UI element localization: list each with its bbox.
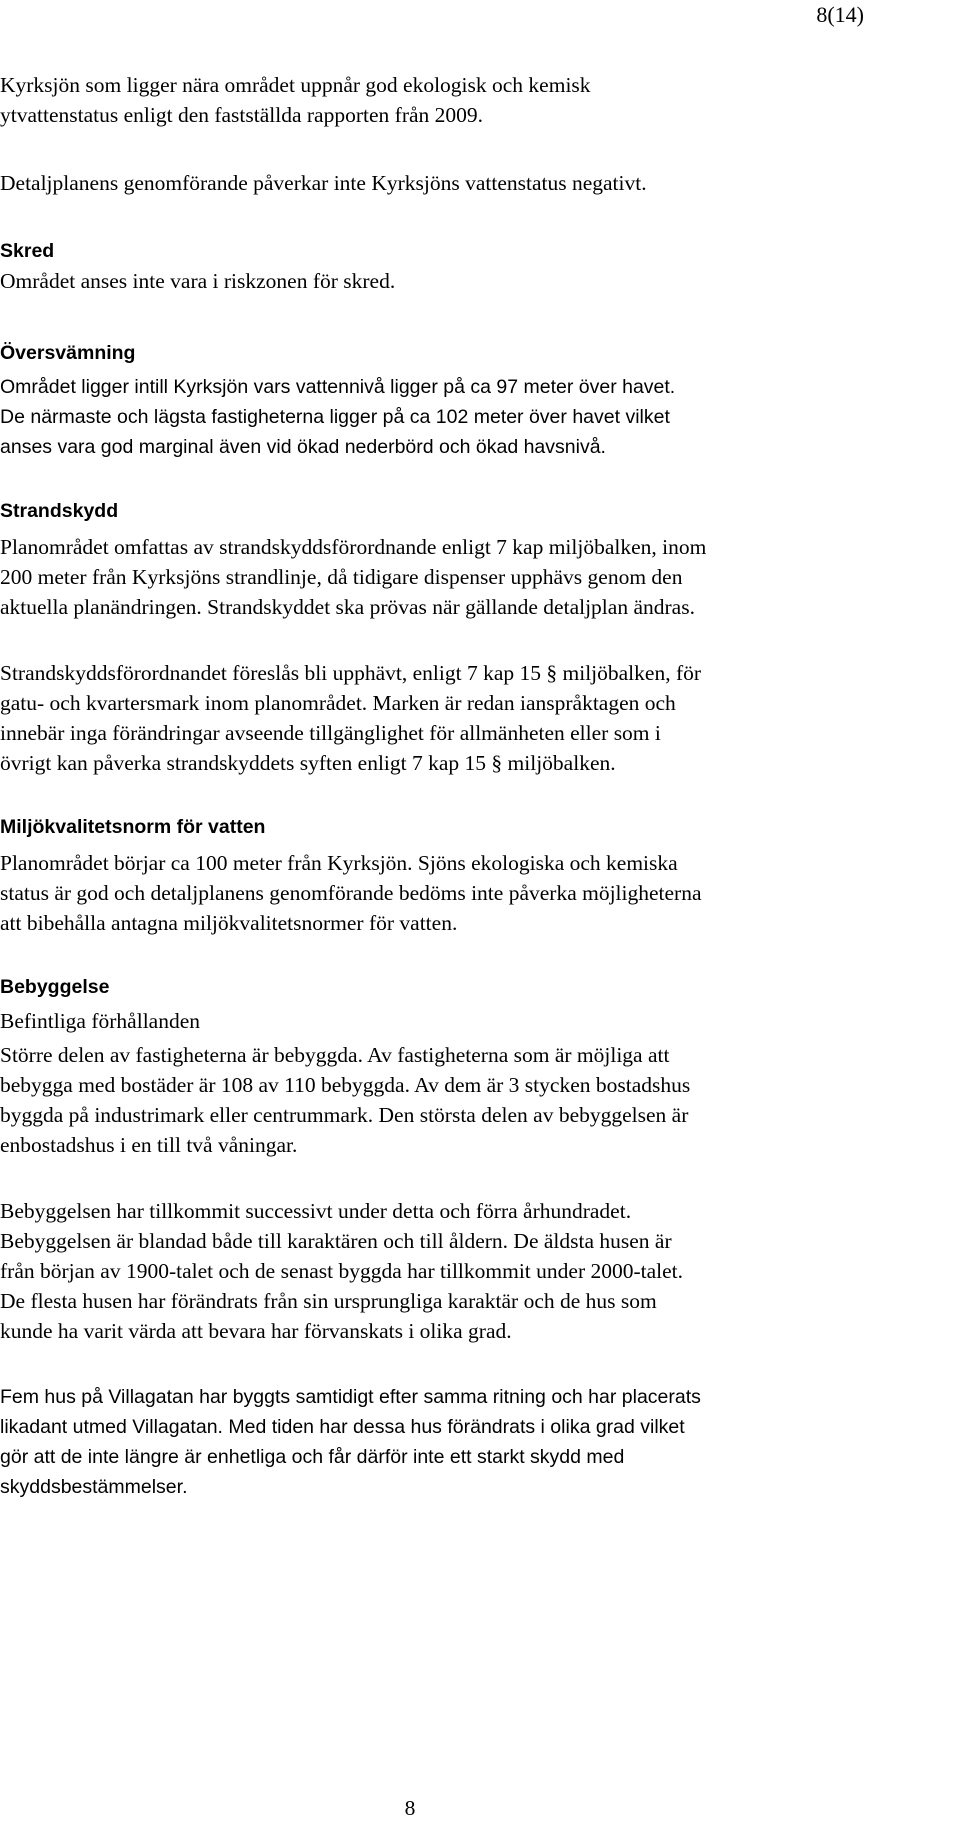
subheading-befintliga-forhallanden: Befintliga förhållanden (0, 1009, 200, 1033)
text-line: Området ligger intill Kyrksjön vars vattennivå ligger på ca 97 meter över havet. (0, 376, 676, 398)
text-line (0, 748, 940, 778)
text-segment: miljöbalken, för (562, 661, 702, 685)
text-line: aktuella planändringen. Strandskyddet ska prövas när gällande detaljplan ändras. (0, 595, 695, 619)
paragraph-villagatan (0, 1382, 940, 1502)
section-heading-miljokvalitetsnorm: Miljökvalitetsnorm för vatten (0, 816, 266, 838)
section-heading-strandskydd: Strandskydd (0, 500, 119, 522)
text-line: skyddsbestämmelser. (0, 1476, 188, 1498)
text-segment: Strandskyddsförordnandet föreslås bli upphävt, enligt 7 kap 15 (0, 661, 541, 685)
text-line (0, 658, 940, 688)
text-line: Kyrksjön som ligger nära området uppnår god ekologisk och kemisk (0, 73, 591, 97)
section-bebyggelse (0, 972, 940, 1160)
text-line: Planområdet börjar ca 100 meter från Kyrksjön. Sjöns ekologiska och kemiska (0, 851, 678, 875)
text-line: Planområdet omfattas av strandskyddsförordnande enligt 7 kap miljöbalken, inom (0, 535, 707, 559)
text-line: Bebyggelsen är blandad både till karaktären och till åldern. De äldsta husen är (0, 1229, 672, 1253)
text-line: anses vara god marginal även vid ökad nederbörd och ökad havsnivå. (0, 436, 606, 458)
section-skred (0, 236, 940, 296)
section-oversvamning (0, 338, 940, 462)
text-line: Området anses inte vara i riskzonen för skred. (0, 269, 396, 293)
section-miljokvalitetsnorm (0, 812, 940, 938)
text-line: likadant utmed Villagatan. Med tiden har dessa hus förändrats i olika grad vilket (0, 1416, 685, 1438)
section-heading-bebyggelse: Bebyggelse (0, 976, 110, 998)
text-line: Detaljplanens genomförande påverkar inte Kyrksjöns vattenstatus negativt. (0, 171, 647, 195)
text-line: Större delen av fastigheterna är bebyggda. Av fastigheterna som är möjliga att (0, 1043, 670, 1067)
text-line: gatu- och kvartersmark inom planområdet. Marken är redan ianspråktagen och (0, 691, 676, 715)
text-line: status är god och detaljplanens genomförande bedöms inte påverka möjligheterna (0, 881, 702, 905)
section-heading-oversvamning: Översvämning (0, 342, 136, 364)
text-segment: miljöbalken. (507, 751, 616, 775)
section-heading-skred: Skred (0, 240, 55, 262)
text-line: 200 meter från Kyrksjöns strandlinje, då tidigare dispenser upphävs genom den (0, 565, 683, 589)
text-line: Fem hus på Villagatan har byggts samtidigt efter samma ritning och har placerats (0, 1386, 701, 1408)
footer-page-number: 8 (404, 1796, 416, 1820)
text-line: De flesta husen har förändrats från sin ursprungliga karaktär och de hus som (0, 1289, 657, 1313)
page-indicator: 8(14) (816, 2, 864, 27)
text-line: Bebyggelsen har tillkommit successivt under detta och förra århundradet. (0, 1199, 632, 1223)
section-strandskydd (0, 496, 940, 622)
text-line: gör att de inte längre är enhetliga och får därför inte ett starkt skydd med (0, 1446, 625, 1468)
section-sign: § (546, 661, 558, 685)
text-line: byggda på industrimark eller centrummark. Den största delen av bebyggelsen är (0, 1103, 689, 1127)
text-segment: övrigt kan påverka strandskyddets syften enligt 7 kap 15 (0, 751, 487, 775)
text-line: bebygga med bostäder är 108 av 110 bebyggda. Av dem är 3 stycken bostadshus (0, 1073, 691, 1097)
text-line: ytvattenstatus enligt den fastställda rapporten från 2009. (0, 103, 484, 127)
text-line: kunde ha varit värda att bevara har förvanskats i olika grad. (0, 1319, 512, 1343)
paragraph-vattenstatus (0, 168, 940, 198)
section-sign: § (491, 751, 503, 775)
text-line: innebär inga förändringar avseende tillgänglighet för allmänheten eller som i (0, 721, 661, 745)
text-line: från början av 1900-talet och de senast byggda har tillkommit under 2000-talet. (0, 1259, 684, 1283)
text-line: enbostadshus i en till två våningar. (0, 1133, 298, 1157)
paragraph-bebyggelse-historik (0, 1196, 940, 1346)
paragraph-strandskydd-upphavande (0, 658, 940, 778)
text-line: De närmaste och lägsta fastigheterna ligger på ca 102 meter över havet vilket (0, 406, 670, 428)
paragraph-kyrksjon-status (0, 70, 940, 130)
text-line: att bibehålla antagna miljökvalitetsnormer för vatten. (0, 911, 458, 935)
